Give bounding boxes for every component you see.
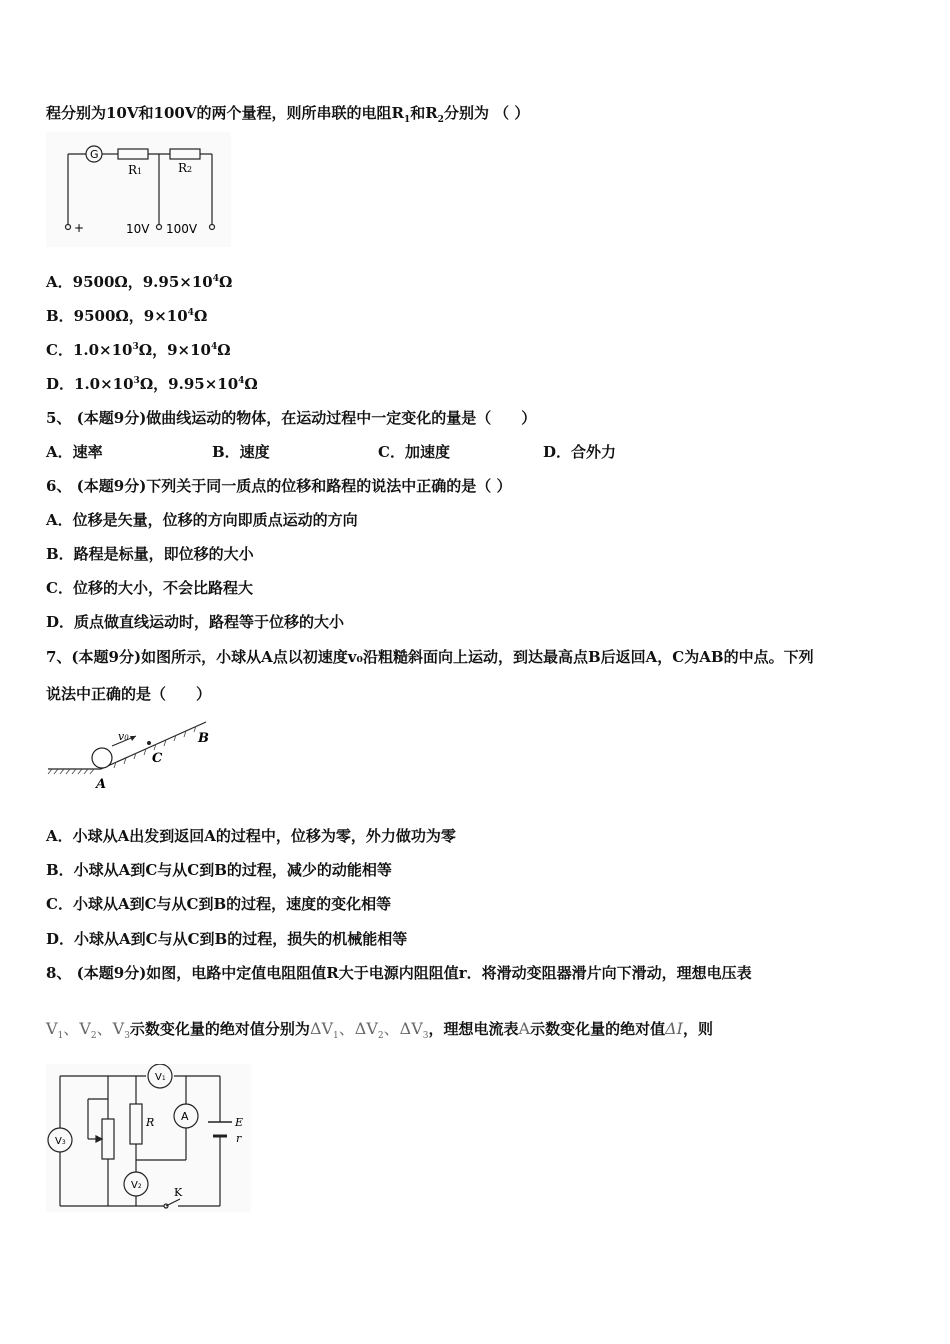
q6-stem: 6、 (本题9分)下列关于同一质点的位移和路程的说法中正确的是（ ）	[46, 477, 512, 495]
q5-stem: 5、 (本题9分)做曲线运动的物体，在运动过程中一定变化的量是（ ）	[46, 409, 537, 427]
internal-r-label: r	[236, 1132, 242, 1145]
100v-terminal-label: 100V	[166, 222, 198, 236]
switch-k-label: K	[174, 1186, 183, 1199]
q4-stem-tail: 程分别为10V和100V的两个量程，则所串联的电阻$R_1$和$R_2$分别为 （ ）	[46, 104, 530, 125]
ammeter-label: A	[181, 1110, 189, 1123]
q4-option-a[interactable]: A．9500Ω，$9.95\times 10^4\Omega$	[46, 273, 233, 291]
figure-galvanometer-circuit	[46, 132, 231, 247]
v0-label: v0	[118, 730, 129, 743]
q7-stem-line2: 说法中正确的是（ ）	[46, 685, 212, 703]
q6-option-d[interactable]: D．质点做直线运动时，路程等于位移的大小	[46, 613, 345, 631]
q5-option-a[interactable]: A．速率	[46, 443, 103, 461]
q7-option-c[interactable]: C．小球从A到C与从C到B的过程，速度的变化相等	[46, 895, 392, 913]
q4-option-d[interactable]: D．$1.0\times 10^3\Omega$，$9.95\times 10^4\Omega$	[46, 375, 258, 393]
q8-stem-line2: $V_1$、$V_2$、$V_3$示数变化量的绝对值分别为$\Delta V_1$、$\Delta V_2$、$\Delta V_3$，理想电流表A示数变化量的绝对值ΔI，则	[46, 1019, 713, 1042]
point-a-label: A	[96, 777, 107, 792]
r2-label: R2	[178, 161, 193, 175]
q5-option-c[interactable]: C．加速度	[378, 443, 450, 461]
v1-meter-label: V1	[155, 1072, 166, 1083]
v3-meter-label: V3	[55, 1136, 66, 1147]
r1-label: R1	[128, 163, 143, 177]
q7-option-b[interactable]: B．小球从A到C与从C到B的过程，减少的动能相等	[46, 861, 392, 879]
q4-option-c[interactable]: C．$1.0\times 10^3\Omega$，$9\times 10^4\Omega$	[46, 341, 231, 359]
q7-option-d[interactable]: D．小球从A到C与从C到B的过程，损失的机械能相等	[46, 930, 408, 948]
point-c-label: C	[152, 751, 163, 766]
q6-option-b[interactable]: B．路程是标量，即位移的大小	[46, 545, 254, 563]
q7-stem-line1: 7、(本题9分)如图所示，小球从A点以初速度v₀沿粗糙斜面向上运动，到达最高点B后返回A，C为AB的中点。下列	[46, 648, 814, 666]
q7-option-a[interactable]: A．小球从A出发到返回A的过程中，位移为零，外力做功为零	[46, 827, 456, 845]
q5-option-d[interactable]: D．合外力	[543, 443, 617, 461]
v2-meter-label: V2	[131, 1180, 142, 1191]
figure-incline	[46, 714, 216, 794]
point-b-label: B	[198, 731, 209, 746]
q4-option-b[interactable]: B．9500Ω，$9\times 10^4\Omega$	[46, 307, 208, 325]
emf-e-label: E	[235, 1116, 244, 1129]
galvanometer-label: G	[90, 148, 99, 161]
resistor-r-label: R	[146, 1116, 155, 1129]
q6-option-a[interactable]: A．位移是矢量，位移的方向即质点运动的方向	[46, 511, 358, 529]
q8-stem-line1: 8、 (本题9分)如图，电路中定值电阻阻值R大于电源内阻阻值r．将滑动变阻器滑片向下滑动，理想电压表	[46, 964, 752, 982]
figure-circuit-q8	[46, 1064, 251, 1212]
q6-option-c[interactable]: C．位移的大小，不会比路程大	[46, 579, 253, 597]
plus-terminal-label: +	[74, 221, 85, 235]
q5-option-b[interactable]: B．速度	[212, 443, 270, 461]
10v-terminal-label: 10V	[126, 222, 150, 236]
